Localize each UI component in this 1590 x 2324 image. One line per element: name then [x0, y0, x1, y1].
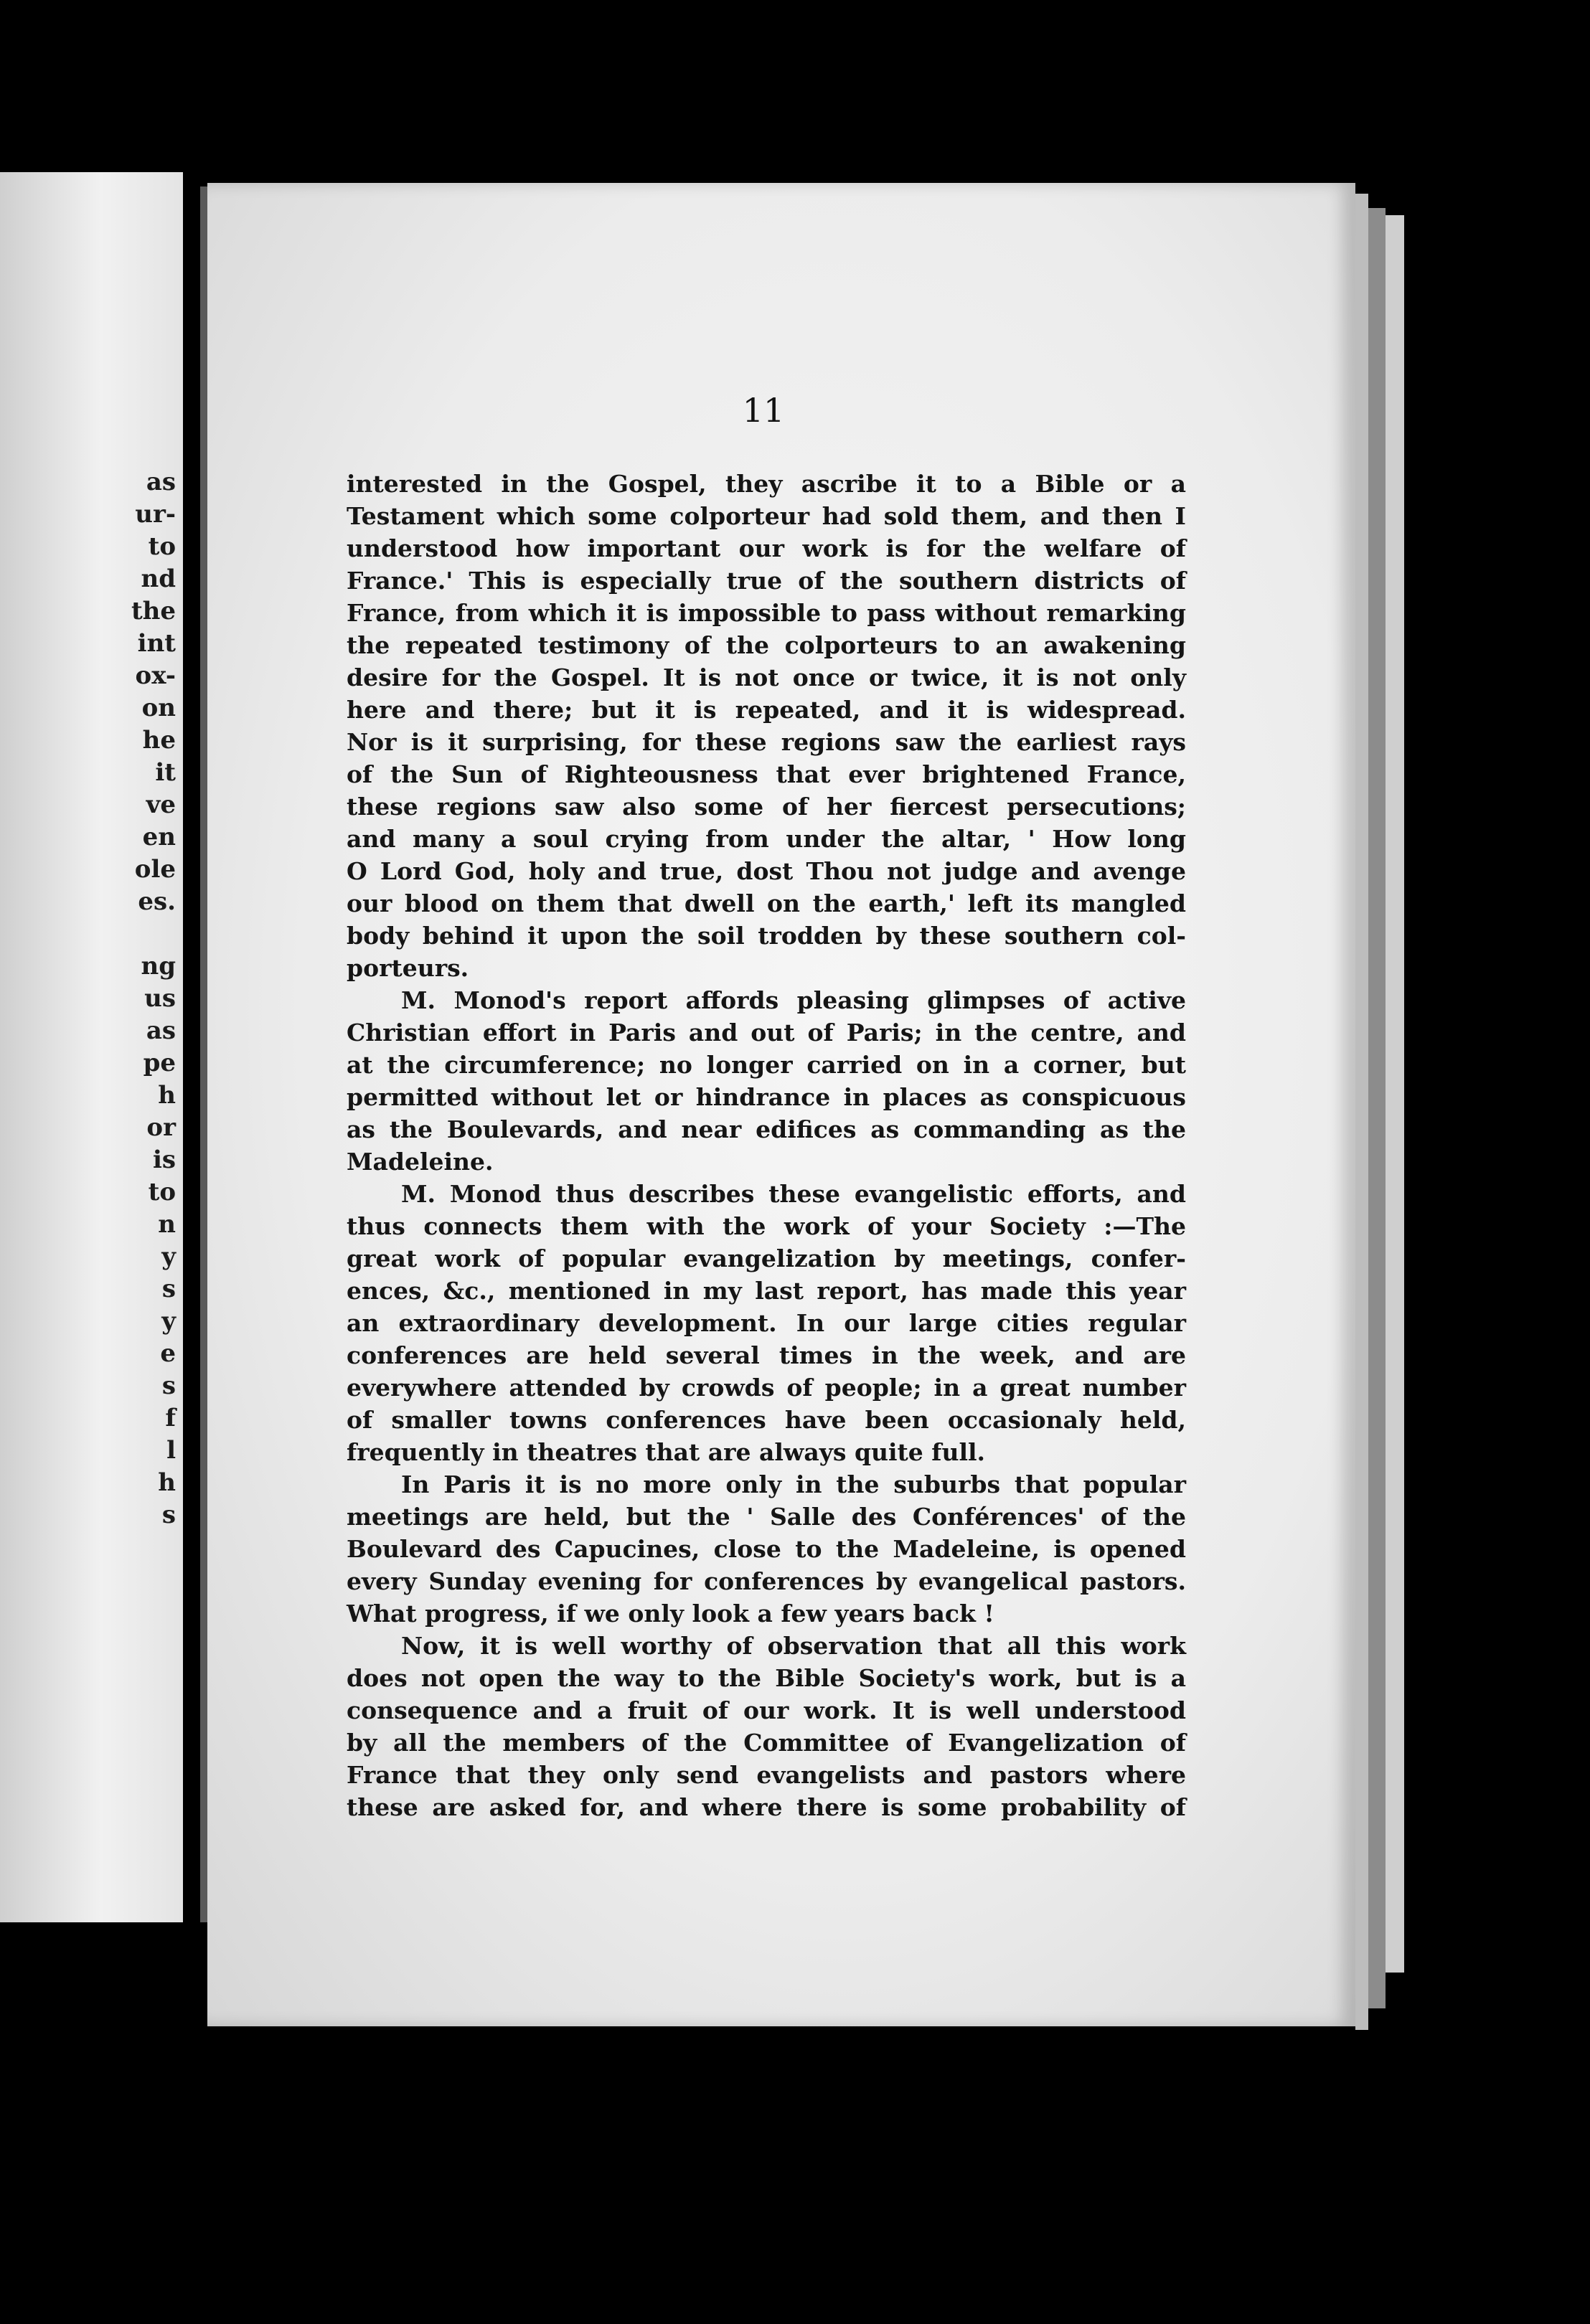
- text-line: as the Boulevards, and near edifices as commanding as the: [347, 1115, 1186, 1143]
- text-line: here and there; but it is repeated, and it is widespread.: [347, 696, 1186, 724]
- text-line: interested in the Gospel, they ascribe it to a Bible or a: [347, 470, 1186, 498]
- left-fragment: h: [158, 1081, 176, 1110]
- left-fragment: pe: [143, 1049, 176, 1077]
- book-cover-edge: [1368, 208, 1386, 2008]
- left-fragment: n: [158, 1210, 176, 1239]
- left-fragment: y: [161, 1242, 176, 1271]
- text-line: Testament which some colporteur had sold them, and then I: [347, 502, 1186, 530]
- text-line: frequently in theatres that are always quite full.: [347, 1438, 986, 1466]
- left-fragment: the: [131, 597, 176, 625]
- left-fragment: as: [146, 1016, 176, 1045]
- gutter-shadow: [200, 186, 207, 1922]
- text-line: great work of popular evangelization by meetings, confer-: [347, 1244, 1186, 1272]
- text-line: these are asked for, and where there is some probability of: [347, 1793, 1186, 1821]
- left-fragment: or: [146, 1113, 176, 1142]
- left-fragment: to: [148, 532, 176, 561]
- text-line: In Paris it is no more only in the suburbs that popular: [401, 1470, 1186, 1498]
- left-fragment: ur-: [135, 500, 176, 529]
- text-line: Christian effort in Paris and out of Paris; in the centre, and: [347, 1019, 1186, 1047]
- left-fragment: e: [160, 1339, 176, 1368]
- left-fragment: s: [161, 1275, 176, 1303]
- left-fragment: ng: [141, 952, 176, 981]
- text-line: body behind it upon the soil trodden by these southern col-: [347, 922, 1186, 950]
- text-line: conferences are held several times in the week, and are: [347, 1341, 1186, 1369]
- body-text: [347, 468, 1186, 1823]
- text-line: France, from which it is impossible to pass without remarking: [347, 599, 1186, 627]
- text-line: Boulevard des Capucines, close to the Madeleine, is opened: [347, 1535, 1186, 1563]
- text-line: France that they only send evangelists and pastors where: [347, 1761, 1186, 1789]
- text-line: desire for the Gospel. It is not once or twice, it is not only: [347, 663, 1186, 691]
- text-line: our blood on them that dwell on the earth,' left its mangled: [347, 889, 1186, 917]
- left-fragment: ve: [146, 790, 176, 819]
- left-fragment: as: [146, 468, 176, 496]
- left-fragment: ole: [134, 855, 176, 884]
- text-line: thus connects them with the work of your Society :—The: [347, 1212, 1186, 1240]
- text-line: of smaller towns conferences have been occasionaly held,: [347, 1406, 1186, 1434]
- left-fragment: en: [142, 823, 176, 851]
- left-fragment: to: [148, 1178, 176, 1206]
- left-fragment: he: [142, 726, 176, 755]
- text-line: an extraordinary development. In our large cities regular: [347, 1309, 1186, 1337]
- left-page: [0, 172, 183, 1922]
- text-line: permitted without let or hindrance in places as conspicuous: [347, 1083, 1186, 1111]
- left-fragment: s: [161, 1371, 176, 1400]
- text-line: Now, it is well worthy of observation that all this work: [401, 1632, 1186, 1660]
- text-line: these regions saw also some of her fiercest persecutions;: [347, 793, 1186, 821]
- left-fragment: es.: [138, 887, 176, 916]
- left-fragment: y: [161, 1307, 176, 1336]
- text-line: France.' This is especially true of the southern districts of: [347, 567, 1186, 595]
- text-line: every Sunday evening for conferences by evangelical pastors.: [347, 1567, 1186, 1595]
- left-fragment: h: [158, 1468, 176, 1497]
- text-line: meetings are held, but the ' Salle des Conférences' of the: [347, 1503, 1186, 1531]
- page-edge: [1355, 194, 1368, 2030]
- text-line: M. Monod's report affords pleasing glimpses of active: [401, 986, 1186, 1014]
- text-line: the repeated testimony of the colporteurs to an awakening: [347, 631, 1186, 659]
- left-fragment: nd: [141, 565, 176, 593]
- text-line: understood how important our work is for the welfare of: [347, 534, 1186, 562]
- page-number: 11: [742, 391, 785, 430]
- book-cover-board: [1386, 215, 1404, 1973]
- text-line: does not open the way to the Bible Society's work, but is a: [347, 1664, 1186, 1692]
- book-gutter: [183, 186, 200, 1922]
- text-line: Madeleine.: [347, 1148, 494, 1176]
- left-fragment: s: [161, 1501, 176, 1529]
- left-fragment: is: [152, 1146, 176, 1174]
- text-line: everywhere attended by crowds of people; in a great number: [347, 1374, 1186, 1402]
- text-line: and many a soul crying from under the altar, ' How long: [347, 825, 1186, 853]
- left-fragment: on: [141, 694, 176, 722]
- text-line: What progress, if we only look a few years back !: [347, 1600, 994, 1628]
- text-line: ences, &c., mentioned in my last report, has made this year: [347, 1277, 1186, 1305]
- text-line: Nor is it surprising, for these regions saw the earliest rays: [347, 728, 1186, 756]
- left-fragment: it: [155, 758, 176, 787]
- text-line: by all the members of the Committee of Evangelization of: [347, 1729, 1186, 1757]
- text-line: M. Monod thus describes these evangelistic efforts, and: [401, 1180, 1186, 1208]
- left-fragment: f: [165, 1404, 176, 1432]
- left-fragment: l: [166, 1436, 176, 1465]
- text-line: at the circumference; no longer carried on in a corner, but: [347, 1051, 1186, 1079]
- left-fragment: int: [137, 629, 176, 658]
- text-line: of the Sun of Righteousness that ever brightened France,: [347, 760, 1186, 788]
- left-fragment: ox-: [135, 661, 176, 690]
- left-fragment: us: [144, 984, 176, 1013]
- left-page-margin-fragments: [90, 466, 176, 1531]
- text-line: porteurs.: [347, 954, 469, 982]
- text-line: O Lord God, holy and true, dost Thou not judge and avenge: [347, 857, 1186, 885]
- text-line: consequence and a fruit of our work. It is well understood: [347, 1696, 1186, 1724]
